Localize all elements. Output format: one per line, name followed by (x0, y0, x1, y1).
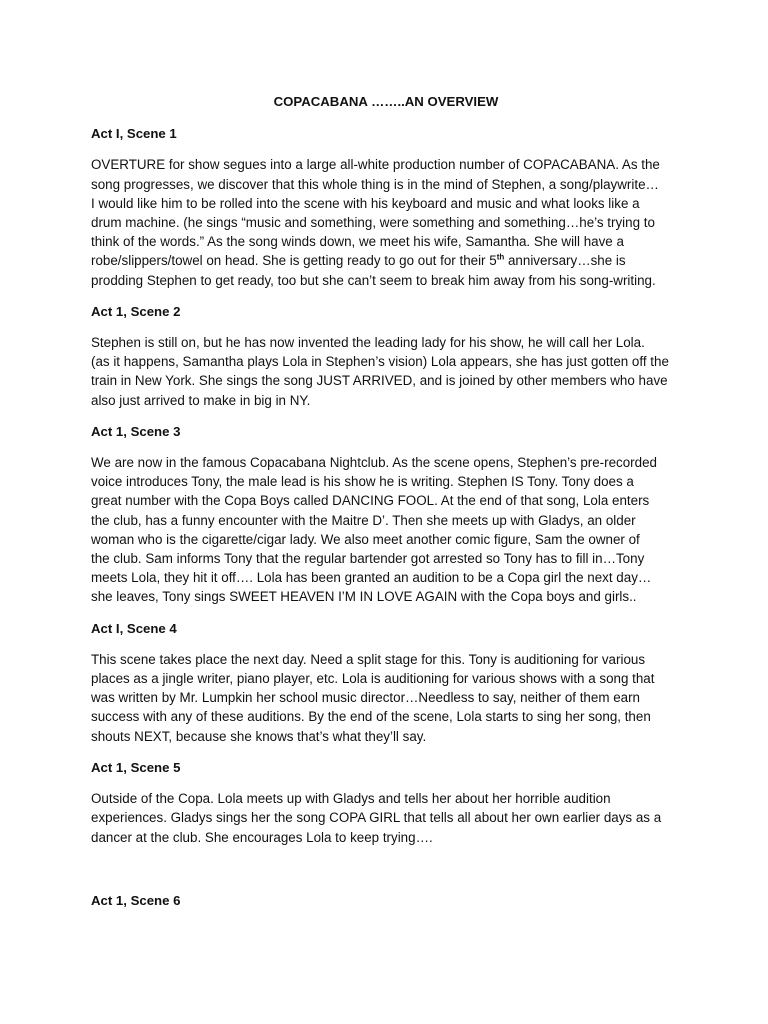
paragraph-line: shouts NEXT, because she knows that’s what they’ll say. (91, 728, 427, 744)
paragraph-line: was written by Mr. Lumpkin her school music director…Needless to say, neither of them earn (91, 690, 640, 706)
scene-paragraph (91, 789, 681, 847)
paragraph-line: voice introduces Tony, the male lead is his show he is writing. Stephen IS Tony. Tony does a (91, 474, 634, 490)
paragraph-line: woman who is the cigarette/cigar lady. We also meet another comic figure, Sam the owner of (91, 531, 640, 547)
paragraph-line: she leaves, Tony sings SWEET HEAVEN I’M IN LOVE AGAIN with the Copa boys and girls.. (91, 589, 637, 605)
paragraph-line: drum machine. (he sings “music and something, were something and something…he’s trying to (91, 215, 655, 231)
line-text: anniversary…she is (504, 253, 626, 269)
paragraph-line: OVERTURE for show segues into a large all-white production number of COPACABANA. As the (91, 157, 660, 173)
ordinal-suffix: th (496, 252, 505, 262)
paragraph-line: think of the words.” As the song winds down, we meet his wife, Samantha. She will have a (91, 234, 624, 250)
document-body (91, 92, 681, 922)
paragraph-line: experiences. Gladys sings her the song COPA GIRL that tells all about her own earlier days as a (91, 810, 662, 826)
scene-heading: Act I, Scene 1 (91, 126, 177, 142)
paragraph-line: dancer at the club. She encourages Lola to keep trying…. (91, 829, 433, 845)
scene-heading: Act I, Scene 4 (91, 620, 177, 636)
paragraph-line: Stephen is still on, but he has now invented the leading lady for his show, he will call her Lola. (91, 335, 645, 351)
paragraph-line: also just arrived to make in big in NY. (91, 392, 311, 408)
line-text: robe/slippers/towel on head. She is getting ready to go out for their 5 (91, 253, 497, 269)
document-title: COPACABANA ……..AN OVERVIEW (273, 94, 499, 109)
paragraph-line: great number with the Copa Boys called DANCING FOOL. At the end of that song, Lola enters (91, 493, 650, 509)
paragraph-line: train in New York. She sings the song JUST ARRIVED, and is joined by other members who have (91, 373, 668, 389)
paragraph-line: (as it happens, Samantha plays Lola in Stephen’s vision) Lola appears, she has just gotten off the (91, 354, 669, 370)
paragraph-line: Outside of the Copa. Lola meets up with Gladys and tells her about her horrible audition (91, 791, 611, 807)
scene-paragraph (91, 333, 681, 410)
scene-paragraph (91, 650, 681, 746)
scene-paragraph (91, 453, 681, 607)
paragraph-line: meets Lola, they hit it off…. Lola has been granted an audition to be a Copa girl the next day… (91, 570, 652, 586)
scene-paragraph (91, 155, 681, 289)
blank-space (91, 859, 681, 891)
paragraph-line: the club, has a funny encounter with the Maitre D’. Then she meets up with Gladys, an older (91, 512, 636, 528)
paragraph-line: success with any of these auditions. By the end of the scene, Lola starts to sing her song, then (91, 709, 651, 725)
paragraph-line: I would like him to be rolled into the scene with his keyboard and music and what looks like a (91, 195, 640, 211)
paragraph-line: prodding Stephen to get ready, too but she can’t seem to break him away from his song-writing. (91, 272, 656, 288)
scene-heading: Act 1, Scene 3 (91, 423, 181, 439)
paragraph-line: the club. Sam informs Tony that the regular bartender got arrested so Tony has to fill in…Tony (91, 551, 645, 567)
paragraph-line (91, 251, 681, 270)
scene-heading: Act 1, Scene 5 (91, 759, 181, 775)
paragraph-line: This scene takes place the next day. Need a split stage for this. Tony is auditioning for various (91, 651, 646, 667)
paragraph-line: We are now in the famous Copacabana Nightclub. As the scene opens, Stephen’s pre-recorded (91, 455, 657, 471)
scene-heading: Act 1, Scene 6 (91, 892, 181, 908)
scene-heading: Act 1, Scene 2 (91, 303, 181, 319)
paragraph-line: song progresses, we discover that this whole thing is in the mind of Stephen, a song/playwrite… (91, 176, 659, 192)
paragraph-line: places as a jingle writer, piano player, etc. Lola is auditioning for various shows with a song that (91, 671, 655, 687)
